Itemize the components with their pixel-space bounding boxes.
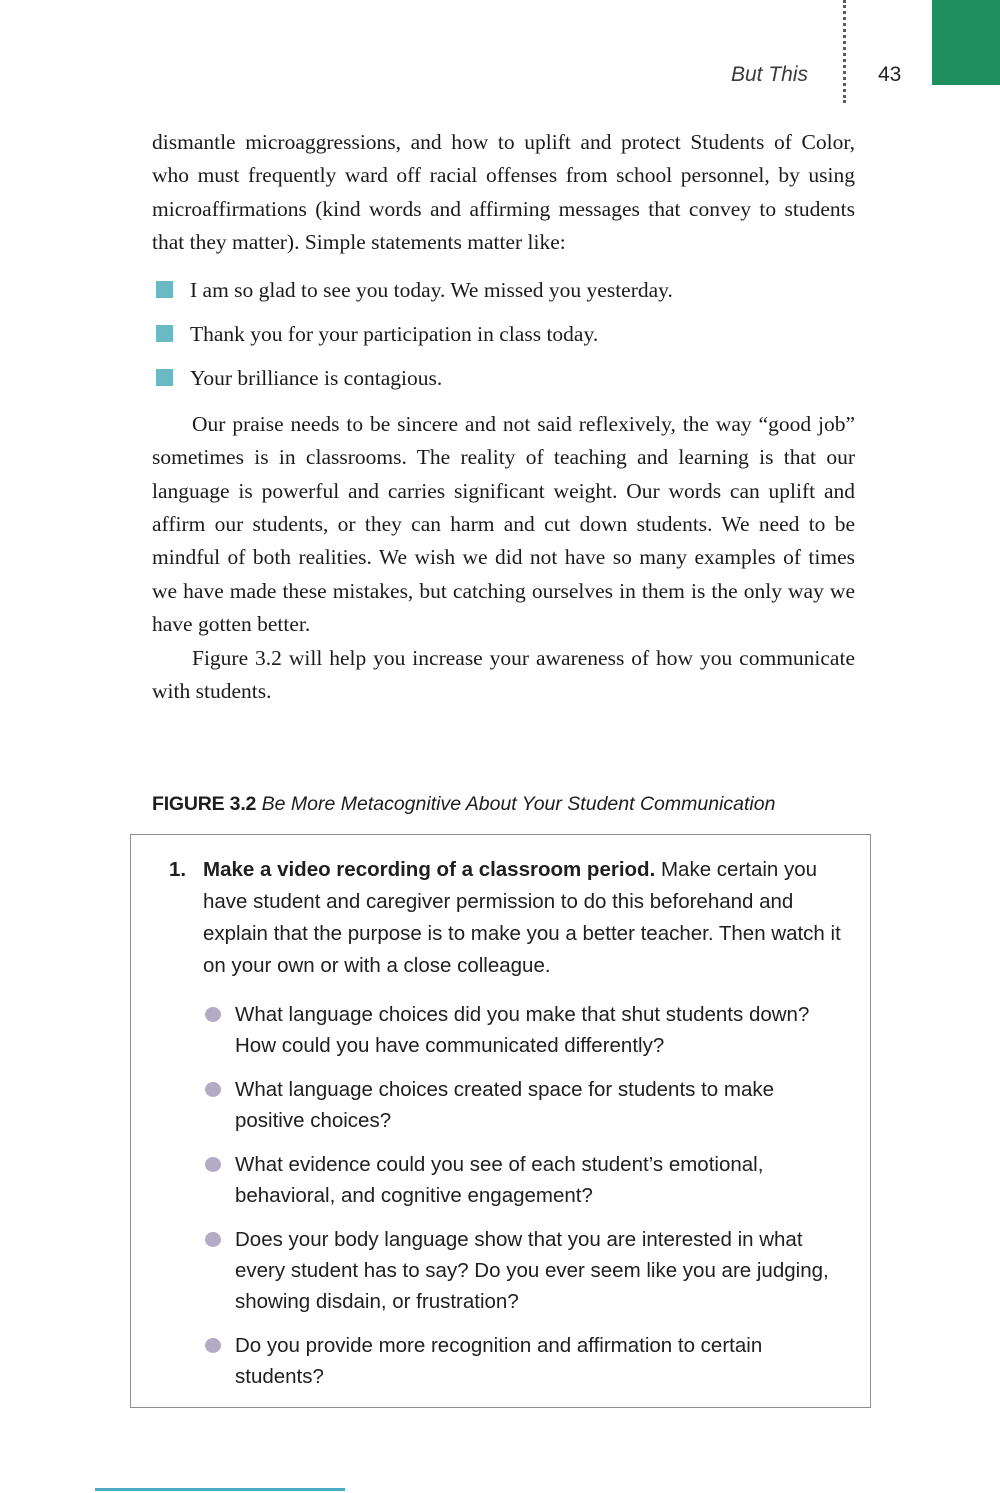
paragraph-figure-intro: Figure 3.2 will help you increase your awareness of how you communicate with students. bbox=[152, 645, 855, 704]
reflection-question-list bbox=[205, 999, 844, 1392]
figure-caption bbox=[152, 793, 892, 816]
list-item bbox=[156, 274, 855, 307]
question-text: Do you provide more recognition and affirmation to certain students? bbox=[235, 1334, 763, 1388]
item-number: 1. bbox=[169, 858, 187, 881]
question-text: What language choices created space for students to make positive choices? bbox=[235, 1078, 775, 1132]
page-number: 43 bbox=[878, 63, 902, 86]
body-text-column bbox=[152, 126, 855, 709]
square-bullet-icon bbox=[156, 369, 173, 386]
header-dotted-divider bbox=[843, 0, 846, 103]
list-item bbox=[156, 362, 855, 395]
question-text: What evidence could you see of each student’s emotional, behavioral, and cognitive engagement? bbox=[235, 1153, 764, 1207]
figure-label: FIGURE 3.2 bbox=[152, 793, 257, 815]
circle-bullet-icon bbox=[205, 1232, 221, 1247]
list-item bbox=[156, 318, 855, 351]
square-bullet-icon bbox=[156, 325, 173, 342]
figure-box bbox=[130, 834, 871, 1408]
paragraph-sincere-praise: Our praise needs to be sincere and not said reflexively, the way “good job” sometimes is in classrooms. The reality of teaching and learning is that our language is powerful and carries significant weight. Our words can uplift and affirm our students, or they can harm and cut down students. We need to be mindful of both realities. We wish we did not have so many examples of times we have made these mistakes, but catching ourselves in them is the only way we have gotten better. bbox=[152, 411, 855, 637]
list-item bbox=[205, 1149, 844, 1211]
item-body bbox=[203, 854, 844, 982]
statement-text: I am so glad to see you today. We missed you yesterday. bbox=[190, 277, 673, 302]
list-item bbox=[205, 999, 844, 1061]
figure-title: Be More Metacognitive About Your Student Communication bbox=[261, 793, 776, 815]
list-item bbox=[205, 1224, 844, 1317]
list-item bbox=[205, 1330, 844, 1392]
affirmation-statement-list bbox=[156, 274, 855, 396]
circle-bullet-icon bbox=[205, 1007, 221, 1022]
item-bold-lead: Make a video recording of a classroom period. bbox=[203, 858, 661, 881]
circle-bullet-icon bbox=[205, 1082, 221, 1097]
question-text: Does your body language show that you are interested in what every student has to say? Do you ever seem like you are judging, showing disdain, or frustration? bbox=[235, 1228, 829, 1313]
numbered-instruction bbox=[169, 854, 844, 982]
square-bullet-icon bbox=[156, 281, 173, 298]
corner-accent-block bbox=[932, 0, 1000, 85]
question-text: What language choices did you make that shut students down? How could you have communicated differently? bbox=[235, 1003, 810, 1057]
footer-rule bbox=[95, 1488, 345, 1491]
item-text: Make certain you have student and caregiver permission to do this beforehand and explain that the purpose is to make you a better teacher. Then watch it on your own or with a close colleague. bbox=[203, 858, 841, 977]
running-head: But This bbox=[730, 63, 808, 86]
statement-text: Thank you for your participation in class today. bbox=[190, 322, 599, 347]
circle-bullet-icon bbox=[205, 1338, 221, 1353]
circle-bullet-icon bbox=[205, 1157, 221, 1172]
statement-text: Your brilliance is contagious. bbox=[190, 366, 443, 391]
paragraph-microaffirmations: dismantle microaggressions, and how to uplift and protect Students of Color, who must frequently ward off racial offenses from school personnel, by using microaffirmations (kind words and affirming messages that convey to students that they matter). Simple statements matter like: bbox=[152, 130, 855, 255]
list-item bbox=[205, 1074, 844, 1136]
